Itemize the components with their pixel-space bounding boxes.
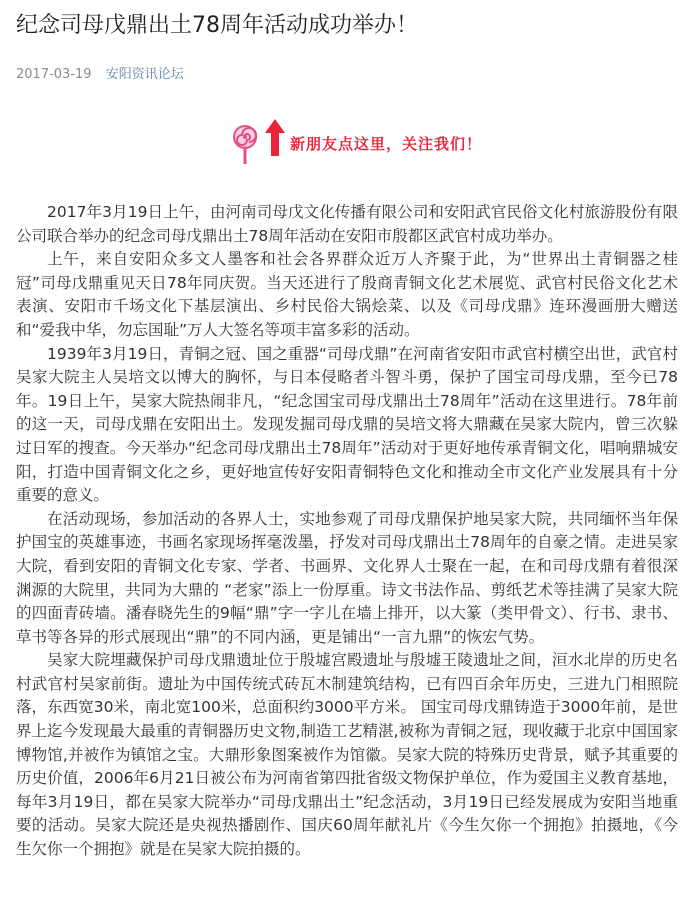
- paragraph: 在活动现场，参加活动的各界人士，实地参观了司母戊鼎保护地吴家大院，共同缅怀当年保护国宝的英雄事迹，书画名家现场挥毫泼墨，抒发对司母戊鼎出土78周年的自豪之情。走进吴家大院，看到安阳的青铜文化专家、学者、书画界、文化界人士聚在一起，在和司母戊鼎有着很深渊源的大院里，共同为大鼎的 “老家”添上一份厚重。诗文书法作品、剪纸艺术等挂满了吴家大院的四面青砖墙。潘春晓先生的9幅“鼎”字一字儿在墙上排开，以大篆（类甲骨文）、行书、隶书、草书等各异的形式展现出“鼎”的不同内涵，更是铺出“一言九鼎”的恢宏气势。: [16, 509, 678, 646]
- paragraph: 1939年3月19日，青铜之冠、国之重器“司母戊鼎”在河南省安阳市武官村横空出世，武官村吴家大院主人吴培文以博大的胸怀，与日本侵略者斗智斗勇，保护了国宝司母戊鼎，至今已78年。19日上午，吴家大院热闹非凡，“纪念国宝司母戊鼎出土78周年”活动在这里进行。78年前的这一天，司母戊鼎在安阳出土。发现发掘司母戊鼎的吴培文将大鼎藏在吴家大院内，曾三次躲过日军的搜查。今天举办“纪念司母戊鼎出土78周年”活动对于更好地传承青铜文化，唱响鼎城安阳，打造中国青铜文化之乡，更好地宣传好安阳青铜特色文化和推动全市文化产业发展具有十分重要的意义。: [16, 344, 678, 505]
- paragraph: 上午，来自安阳众多文人墨客和社会各界群众近万人齐聚于此，为“世界出土青铜器之桂冠”司母戊鼎重见天日78年同庆贺。当天还进行了殷商青铜文化艺术展览、武官村民俗文化艺术表演、安阳市千场文化下基层演出、乡村民俗大锅烩菜、以及《司母戊鼎》连环漫画册大赠送和“爱我中华，勿忘国耻”万人大签名等项丰富多彩的活动。: [16, 250, 678, 339]
- account-link[interactable]: 安阳资讯论坛: [105, 67, 184, 82]
- lollipop-icon: [232, 124, 262, 164]
- paragraph: 吴家大院埋藏保护司母戊鼎遗址位于殷墟宫殿遗址与殷墟王陵遗址之间，洹水北岸的历史名村武官村吴家前街。遗址为中国传统式砖瓦木制建筑结构，已有四百余年历史，三进九门相照院落，东西宽30米，南北宽100米，总面积约3000平方米。 国宝司母戊鼎铸造于3000年前，是世界上迄今发现最大最重的青铜器历史文物,制造工艺精湛,被称为青铜之冠，现收藏于北京中国国家博物馆,并被作为镇馆之宝。大鼎形象图案被作为馆徽。吴家大院的特殊历史背景，赋予其重要的历史价值，2006年6月21日被公布为河南省第四批省级文物保护单位，作为爱国主义教育基地，每年3月19日，都在吴家大院举办“司母戊鼎出土”纪念活动，3月19日已经发展成为安阳当地重要的活动。吴家大院还是央视热播剧作、国庆60周年献礼片《今生欠你一个拥抱》拍摄地，《今生欠你一个拥抱》就是在吴家大院拍摄的。: [16, 651, 678, 859]
- publish-date: 2017-03-19: [16, 67, 92, 82]
- article-title: 纪念司母戊鼎出土78周年活动成功举办！: [16, 13, 418, 38]
- article-body: [16, 201, 678, 862]
- article-meta: [16, 66, 184, 84]
- follow-banner[interactable]: [232, 118, 532, 164]
- follow-slogan: 新朋友点这里，关注我们！: [290, 135, 483, 153]
- paragraph: 2017年3月19日上午，由河南司母戊文化传播有限公司和安阳武官民俗文化村旅游股份有限公司联合举办的纪念司母戊鼎出土78周年活动在安阳市殷都区武官村成功举办。: [16, 203, 678, 245]
- up-arrow-icon: [264, 118, 286, 158]
